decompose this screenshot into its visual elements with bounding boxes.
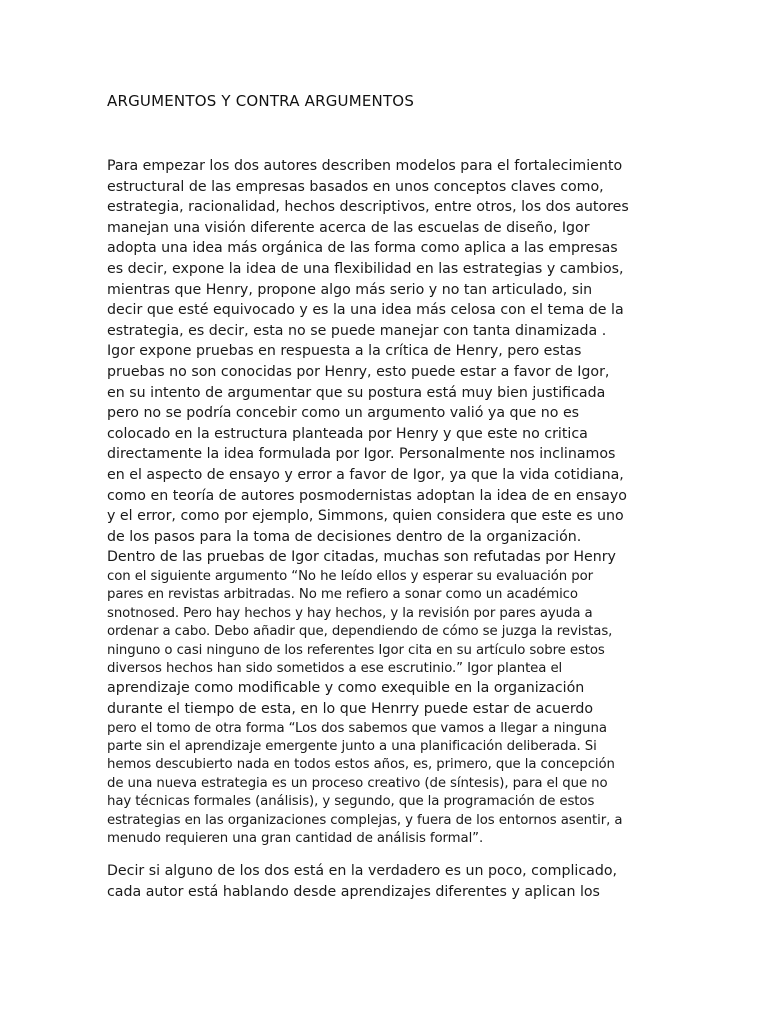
text-line: Igor expone pruebas en respuesta a la crítica de Henry, pero estas (107, 343, 582, 360)
quote-line: menudo requieren una gran cantidad de análisis formal”. (107, 830, 484, 846)
quote-line: snotnosed. Pero hay hechos y hay hechos, y la revisión por pares ayuda a (107, 605, 593, 621)
quote-line: hemos descubierto nada en todos estos años, es, primero, que la concepción (107, 757, 615, 773)
quote-line: hay técnicas formales (análisis), y segundo, que la programación de estos (107, 794, 595, 810)
text-line: de los pasos para la toma de decisiones dentro de la organización. (107, 528, 582, 545)
text-line: directamente la idea formulada por Igor. Personalmente nos inclinamos (107, 446, 616, 463)
text-line: y el error, como por ejemplo, Simmons, quien considera que este es uno (107, 508, 624, 525)
text-line: adopta una idea más orgánica de las forma como aplica a las empresas (107, 240, 618, 257)
text-line: en su intento de argumentar que su postura está muy bien justificada (107, 384, 606, 401)
quote-line: estrategias en las organizaciones complejas, y fuera de los entornos asentir, a (107, 812, 623, 828)
text-line: pero no se podría concebir como un argumento valió ya que no es (107, 405, 580, 422)
text-line: en el aspecto de ensayo y error a favor de Igor, ya que la vida cotidiana, (107, 466, 624, 483)
text-line: como en teoría de autores posmodernistas adoptan la idea de en ensayo (107, 487, 627, 504)
text-line: Para empezar los dos autores describen modelos para el fortalecimiento (107, 158, 623, 174)
quote-line: parte sin el aprendizaje emergente junto a una planificación deliberada. Si (107, 738, 597, 754)
quote-line: con el siguiente argumento “No he leído ellos y esperar su evaluación por (107, 568, 593, 584)
paragraph-1 (107, 156, 667, 848)
quote-line: pares en revistas arbitradas. No me refiero a sonar como un académico (107, 587, 578, 603)
paragraph-2 (107, 861, 667, 902)
quote-line: ordenar a cabo. Debo añadir que, dependiendo de cómo se juzga la revistas, (107, 624, 613, 640)
text-line: manejan una visión diferente acerca de las escuelas de diseño, Igor (107, 219, 590, 236)
text-line: aprendizaje como modificable y como exequible en la organización (107, 680, 585, 697)
text-line: mientras que Henry, propone algo más serio y no tan articulado, sin (107, 281, 593, 298)
document-title: ARGUMENTOS Y CONTRA ARGUMENTOS (107, 92, 415, 110)
quote-line: de una nueva estrategia es un proceso creativo (de síntesis), para el que no (107, 775, 608, 791)
text-line: colocado en la estructura planteada por Henry y que este no critica (107, 425, 588, 442)
text-line: pruebas no son conocidas por Henry, esto puede estar a favor de Igor, (107, 363, 610, 380)
text-line: estructural de las empresas basados en unos conceptos claves como, (107, 178, 604, 195)
text-line: Dentro de las pruebas de Igor citadas, muchas son refutadas por Henry (107, 549, 616, 566)
text-line: es decir, expone la idea de una flexibilidad en las estrategias y cambios, (107, 260, 624, 277)
text-line: estrategia, es decir, esta no se puede manejar con tanta dinamizada . (107, 322, 607, 339)
text-line: Decir si alguno de los dos está en la verdadero es un poco, complicado, (107, 863, 618, 880)
quote-line: diversos hechos han sido sometidos a ese escrutinio.” Igor plantea el (107, 660, 563, 676)
document-body (107, 156, 667, 903)
quote-line: ninguno o casi ninguno de los referentes Igor cita en su artículo sobre estos (107, 642, 605, 658)
text-line: estrategia, racionalidad, hechos descriptivos, entre otros, los dos autores (107, 199, 629, 216)
text-line: cada autor está hablando desde aprendizajes diferentes y aplican los (107, 883, 600, 900)
text-line: decir que esté equivocado y es la una idea más celosa con el tema de la (107, 302, 624, 319)
text-line: durante el tiempo de esta, en lo que Henrry puede estar de acuerdo (107, 700, 594, 717)
quote-line: pero el tomo de otra forma “Los dos sabemos que vamos a llegar a ninguna (107, 720, 607, 736)
